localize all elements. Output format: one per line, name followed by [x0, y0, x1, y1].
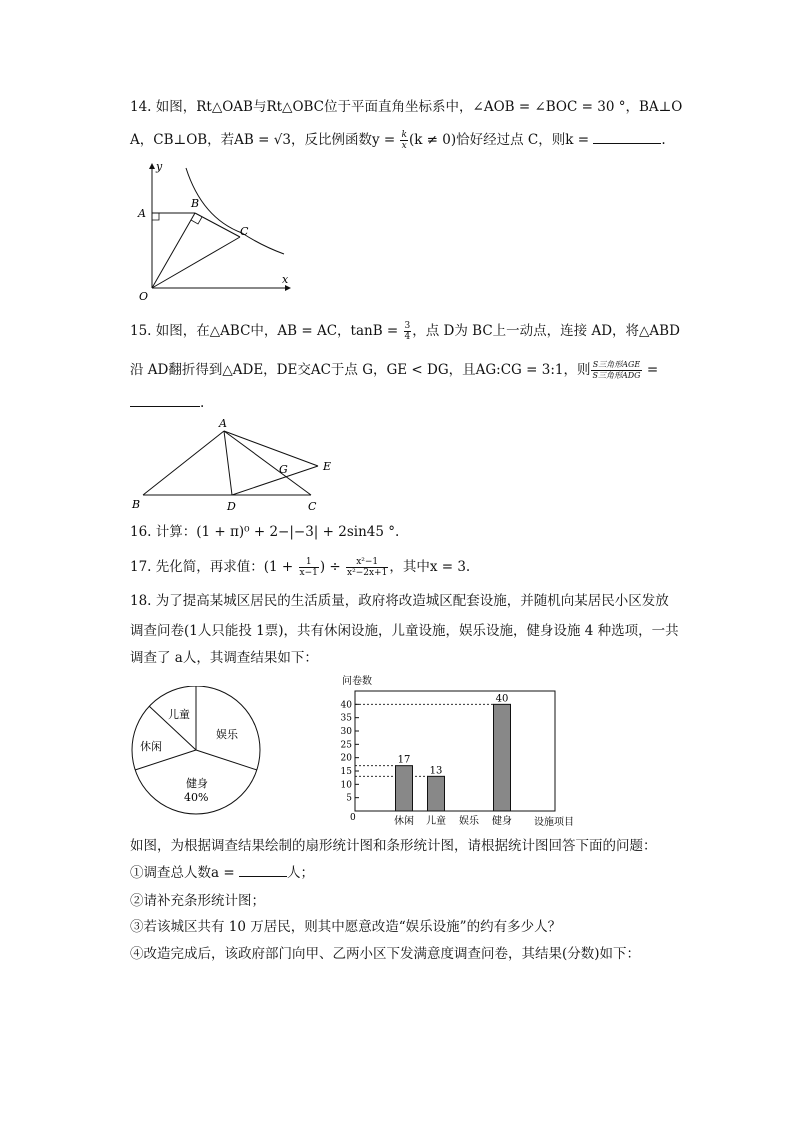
q14-frac-num: k	[401, 130, 407, 140]
bar-chart-ytick-label: 5	[346, 793, 352, 804]
q18-after-charts: 如图，为根据调查结果绘制的扇形统计图和条形统计图，请根据统计图回答下面的问题：	[130, 838, 657, 854]
bar-chart-ytick-label: 10	[340, 780, 352, 791]
q18-sub3: ③若该城区共有 10 万居民，则其中愿意改造“娱乐设施”的约有多少人？	[130, 919, 562, 935]
bar-chart-bar	[494, 704, 511, 811]
bar-chart	[340, 672, 590, 832]
bar-chart-frame	[355, 691, 555, 811]
q17-line	[130, 557, 470, 578]
q14-segment-ob	[152, 213, 195, 288]
q17-fraction-2	[346, 557, 388, 578]
q15-label-c: C	[308, 500, 317, 513]
q15-text-c: 沿 AD翻折得到△ADE，DE交AC于点 G，GE < DG，且AG:CG = 3:1，则	[130, 362, 591, 378]
q18-line1: 18. 为了提高某城区居民的生活质量，政府将改造城区配套设施，并随机向某居民小区发放	[130, 593, 669, 609]
q15-ratio-fraction	[591, 360, 641, 381]
q15-line3	[130, 394, 204, 412]
q15-figure	[128, 415, 338, 515]
q14-answer-blank[interactable]	[593, 131, 661, 144]
bar-chart-data-label: 40	[495, 693, 509, 705]
q14-label-a: A	[138, 207, 146, 220]
q17-f1-den: x−1	[299, 568, 318, 578]
bar-chart-origin: 0	[350, 813, 356, 823]
bar-chart-xlabel: 设施项目	[534, 817, 574, 828]
q14-line1: 14. 如图，Rt△OAB与Rt△OBC位于平面直角坐标系中，∠AOB = ∠BOC = 30 °，BA⊥O	[130, 99, 683, 115]
q15-text-b: ，点 D为 BC上一动点，连接 AD，将△ABD	[412, 323, 680, 339]
pie-label-fitness: 健身	[186, 777, 208, 790]
q14-text-a: A，CB⊥OB，若AB = √3，反比例函数y =	[130, 132, 400, 148]
pie-label-children: 儿童	[168, 708, 190, 721]
bar-chart-bar	[428, 776, 445, 811]
q18-sub2: ②请补充条形统计图；	[130, 893, 265, 909]
q14-text-c: .	[661, 132, 666, 148]
bar-chart-ytick-label: 40	[340, 700, 352, 711]
q15-ratio-num: S三角形AGE	[592, 360, 641, 369]
q15-answer-blank[interactable]	[130, 394, 200, 407]
q15-segment-ad	[224, 431, 232, 495]
q17-f1-num: 1	[299, 557, 319, 568]
q14-right-angle-a	[152, 213, 159, 220]
bar-chart-category-label: 休闲	[394, 816, 414, 827]
q18-answer-blank[interactable]	[239, 864, 287, 877]
bar-chart-ylabel: 问卷数	[342, 676, 372, 687]
q14-label-b: B	[191, 197, 200, 210]
q14-label-o: O	[139, 290, 149, 303]
pie-label-entertainment: 娱乐	[216, 728, 238, 741]
q17-text-a: 17. 先化简，再求值：(1 +	[130, 559, 298, 575]
bar-chart-ytick-label: 25	[340, 740, 352, 751]
q17-fraction-1	[299, 557, 319, 578]
q15-tan-fraction	[404, 321, 412, 342]
q18-line3: 调查了 a人，其调查结果如下：	[130, 650, 318, 666]
q18-sub1-text-b: 人；	[286, 865, 314, 881]
q14-label-x: x	[282, 273, 289, 286]
q14-label-y: y	[156, 160, 163, 173]
bar-chart-data-label: 13	[429, 765, 443, 777]
bar-chart-ytick-label: 30	[340, 727, 352, 737]
q15-line2	[130, 360, 658, 381]
q18-sub1	[130, 864, 314, 882]
bar-chart-category-label: 儿童	[426, 816, 446, 827]
q14-figure	[132, 158, 297, 303]
q15-label-a: A	[219, 417, 227, 430]
q14-label-c: C	[240, 225, 249, 238]
bar-chart-category-label: 娱乐	[459, 816, 479, 827]
q15-label-g: G	[279, 463, 288, 476]
q17-f2-den: x²−2x+1	[347, 568, 388, 578]
q16-line: 16. 计算：(1 + π)⁰ + 2−|−3| + 2sin45 °.	[130, 524, 400, 540]
q17-f2-num: x²−1	[346, 557, 388, 568]
q18-sub1-text-a: ①调查总人数a =	[130, 865, 239, 881]
bar-chart-ytick-label: 35	[340, 713, 352, 724]
q15-tan-num: 3	[404, 321, 411, 331]
q14-line2	[130, 130, 666, 151]
pie-label-fitness-pct: 40%	[184, 791, 209, 804]
q14-fraction	[400, 130, 407, 151]
q15-label-d: D	[227, 500, 236, 513]
q14-segment-oc	[152, 237, 240, 288]
q15-segment-ae	[224, 431, 318, 466]
bar-chart-ytick-label: 20	[340, 753, 352, 764]
q17-text-b: ) ÷	[319, 559, 346, 575]
pie-label-leisure: 休闲	[140, 740, 162, 753]
q17-text-c: ，其中x = 3.	[389, 559, 471, 575]
q14-frac-den: x	[401, 141, 407, 151]
q15-line1	[130, 321, 680, 342]
pie-chart	[130, 686, 270, 820]
bar-chart-category-label: 健身	[492, 816, 512, 827]
q15-label-e: E	[323, 460, 332, 473]
q14-segment-bc	[195, 213, 240, 237]
q15-text-e: .	[200, 395, 205, 411]
q18-sub4: ④改造完成后，该政府部门向甲、乙两小区下发满意度调查问卷，其结果(分数)如下：	[130, 946, 641, 962]
q18-line2: 调查问卷(1人只能投 1票)，共有休闲设施，儿童设施，娱乐设施，健身设施 4 种选项，一共	[130, 623, 679, 639]
bar-chart-ytick-label: 15	[340, 767, 352, 777]
q15-ratio-den: S三角形ADG	[592, 371, 641, 380]
q14-text-b: (k ≠ 0)恰好经过点 C，则k =	[408, 132, 594, 148]
q14-hyperbola	[186, 168, 284, 254]
q15-text-d: =	[642, 362, 659, 378]
q15-segment-ac	[224, 431, 311, 495]
q15-text-a: 15. 如图，在△ABC中，AB = AC，tanB =	[130, 323, 403, 339]
q15-segment-ab	[143, 431, 224, 495]
bar-chart-data-label: 17	[397, 754, 411, 766]
q15-tan-den: 4	[404, 332, 411, 342]
q15-label-b: B	[132, 498, 141, 511]
bar-chart-bar	[396, 766, 413, 811]
